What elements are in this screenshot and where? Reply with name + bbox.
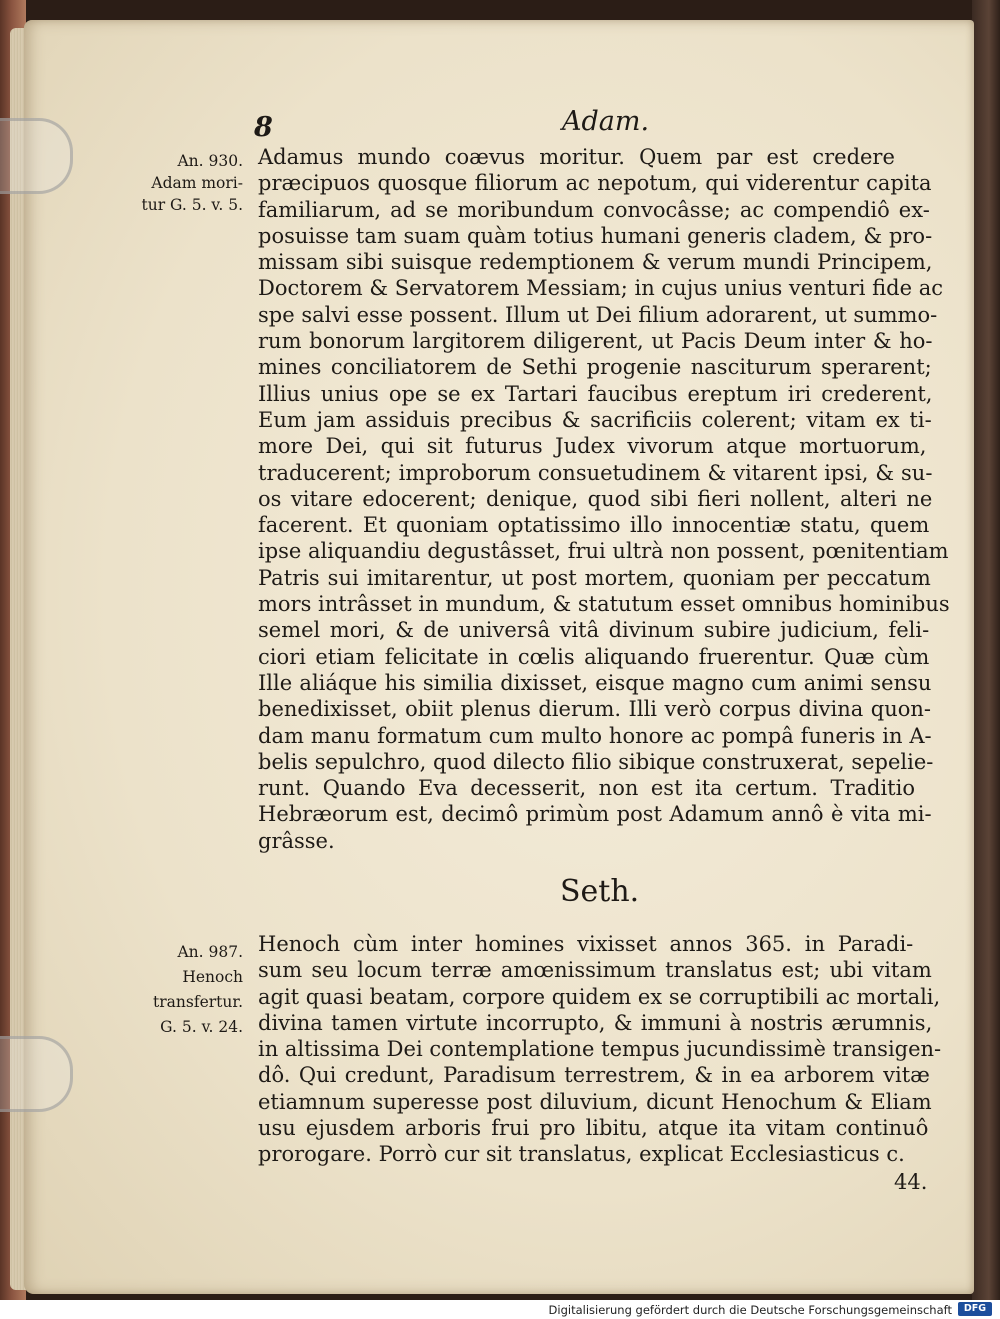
text-line: præcipuos quosque filiorum ac nepotum, qui viderentur capita	[258, 171, 932, 196]
margin-note-line: G. 5. v. 24.	[160, 1018, 243, 1036]
margin-note-adam	[118, 150, 243, 216]
paragraph-adam	[258, 144, 950, 854]
text-line: dô. Qui credunt, Paradisum terrestrem, & in ea arborem vitæ	[258, 1063, 930, 1088]
margin-note-line: Adam mori-	[151, 174, 243, 192]
text-line: rum bonorum largitorem diligerent, ut Pacis Deum inter & ho-	[258, 329, 933, 354]
text-line: Ille aliáque his similia dixisset, eisque magno cum animi sensu	[258, 670, 932, 695]
text-line: Illius unius ope se ex Tartari faucibus ereptum iri crederent,	[258, 381, 933, 406]
text-line: in altissima Dei contemplatione tempus jucundissimè transigen-	[258, 1037, 942, 1062]
catchword: 44.	[894, 1170, 928, 1194]
text-line: usu ejusdem arboris frui pro libitu, atque ita vitam continuô	[258, 1116, 929, 1141]
text-line: missam sibi suisque redemptionem & verum mundi Principem,	[258, 250, 933, 275]
section-heading-seth: Seth.	[560, 874, 640, 909]
text-line: posuisse tam suam quàm totius humani generis cladem, & pro-	[258, 223, 933, 248]
text-line: ciori etiam felicitate in cœlis aliquando fruerentur. Quæ cùm	[258, 644, 930, 669]
text-line: runt. Quando Eva decesserit, non est ita certum. Traditio	[258, 776, 915, 801]
running-head: Adam.	[562, 106, 650, 137]
text-line: Patris sui imitarentur, ut post mortem, quoniam per peccatum	[258, 565, 931, 590]
text-line: os vitare edocerent; denique, quod sibi fieri nollent, alteri ne	[258, 486, 933, 511]
text-line: Eum jam assiduis precibus & sacrificiis colerent; vitam ex ti-	[258, 407, 932, 432]
text-line: belis sepulchro, quod dilecto filio sibique construxerat, sepelie-	[258, 749, 934, 774]
text-line: agit quasi beatam, corpore quidem ex se corruptibili ac mortali,	[258, 984, 941, 1009]
text-line: semel mori, & de universâ vitâ divinum subire judicium, feli-	[258, 618, 930, 643]
text-line: divina tamen virtute incorrupto, & immuni à nostris ærumnis,	[258, 1010, 933, 1035]
margin-note-line: An. 930.	[177, 152, 243, 170]
text-line: etiamnum superesse post diluvium, dicunt Henochum & Eliam	[258, 1089, 932, 1114]
text-line: Doctorem & Servatorem Messiam; in cujus unius venturi fide ac	[258, 276, 943, 301]
text-line: Henoch cùm inter homines vixisset annos 365. in Paradi-	[258, 932, 914, 956]
page-number: 8	[254, 112, 273, 143]
text-line: facerent. Et quoniam optatissimo illo innocentiæ statu, quem	[258, 513, 930, 538]
text-line: spe salvi esse possent. Illum ut Dei filium adorarent, ut summo-	[258, 302, 938, 327]
text-line: sum seu locum terræ amœnissimum translatus est; ubi vitam	[258, 958, 932, 983]
margin-note-line: transfertur.	[153, 993, 243, 1011]
text-line: benedixisset, obiit plenus dierum. Illi verò corpus divina quon-	[258, 697, 931, 722]
margin-note-henoch	[118, 940, 243, 1040]
text-line: Hebræorum est, decimô primùm post Adamum annô è vita mi-	[258, 802, 932, 827]
dfg-logo: DFG	[958, 1302, 992, 1316]
margin-note-line: An. 987.	[177, 943, 243, 961]
book-board-right	[972, 0, 1000, 1300]
digitization-footer	[0, 1300, 1000, 1319]
page-clip-top	[0, 118, 73, 194]
text-line: prorogare. Porrò cur sit translatus, explicat Ecclesiasticus c.	[258, 1142, 905, 1167]
text-line: mors intrâsset in mundum, & statutum esset omnibus hominibus	[258, 592, 950, 617]
text-line: Adamus mundo coævus moritur. Quem par est credere	[258, 145, 895, 169]
footer-credit: Digitalisierung gefördert durch die Deutsche Forschungsgemeinschaft	[548, 1303, 952, 1317]
paragraph-henoch	[258, 931, 942, 1168]
text-line: grâsse.	[258, 828, 335, 853]
margin-note-line: Henoch	[182, 968, 243, 986]
margin-note-line: tur G. 5. v. 5.	[141, 196, 243, 214]
text-line: familiarum, ad se moribundum convocâsse; ac compendiô ex-	[258, 197, 930, 222]
page-clip-bottom	[0, 1036, 73, 1112]
text-line: dam manu formatum cum multo honore ac pompâ funeris in A-	[258, 723, 932, 748]
text-line: ipse aliquandiu degustâsset, frui ultrà non possent, pœnitentiam	[258, 539, 949, 564]
text-line: more Dei, qui sit futurus Judex vivorum atque mortuorum,	[258, 434, 927, 459]
text-line: mines conciliatorem de Sethi progenie nasciturum sperarent;	[258, 355, 932, 380]
text-line: traducerent; improborum consuetudinem & vitarent ipsi, & su-	[258, 460, 933, 485]
